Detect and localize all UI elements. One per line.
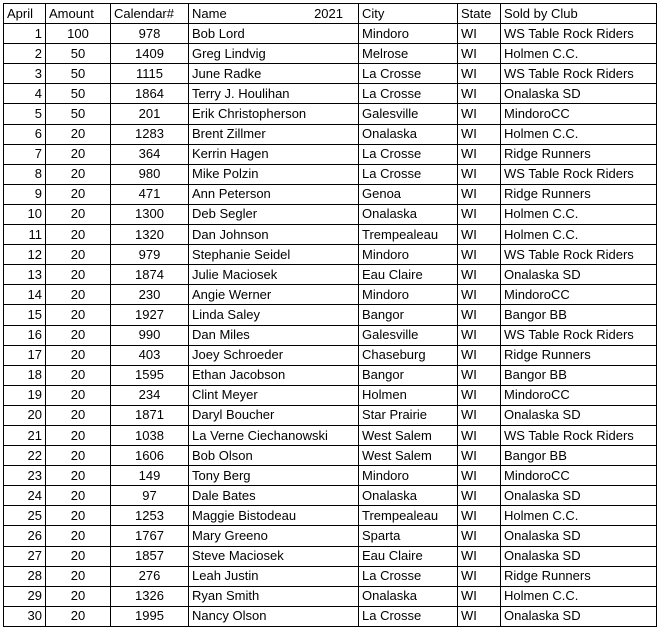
cell-amount: 20	[46, 546, 111, 566]
table-row	[4, 466, 657, 486]
cell-name: Bob Olson	[189, 446, 359, 466]
cell-name: Daryl Boucher	[189, 405, 359, 425]
cell-name: La Verne Ciechanowski	[189, 425, 359, 445]
cell-amount: 20	[46, 405, 111, 425]
cell-calendar: 979	[111, 245, 189, 265]
cell-club: Bangor BB	[501, 446, 657, 466]
table-row	[4, 225, 657, 245]
cell-club: Holmen C.C.	[501, 44, 657, 64]
cell-april: 9	[4, 184, 46, 204]
cell-club: WS Table Rock Riders	[501, 64, 657, 84]
table-row	[4, 526, 657, 546]
cell-state: WI	[458, 104, 501, 124]
cell-name: Erik Christopherson	[189, 104, 359, 124]
cell-amount: 20	[46, 526, 111, 546]
cell-name: Deb Segler	[189, 204, 359, 224]
cell-april: 12	[4, 245, 46, 265]
header-calendar: Calendar#	[111, 4, 189, 24]
cell-state: WI	[458, 44, 501, 64]
cell-state: WI	[458, 164, 501, 184]
cell-name: Ryan Smith	[189, 586, 359, 606]
cell-april: 4	[4, 84, 46, 104]
cell-calendar: 1409	[111, 44, 189, 64]
cell-name: Steve Maciosek	[189, 546, 359, 566]
cell-state: WI	[458, 225, 501, 245]
header-name	[189, 4, 359, 24]
cell-calendar: 1927	[111, 305, 189, 325]
cell-city: Mindoro	[359, 466, 458, 486]
table-row	[4, 365, 657, 385]
table-row	[4, 385, 657, 405]
cell-calendar: 201	[111, 104, 189, 124]
cell-city: Sparta	[359, 526, 458, 546]
table-row	[4, 506, 657, 526]
header-state: State	[458, 4, 501, 24]
cell-club: MindoroCC	[501, 285, 657, 305]
table-row	[4, 345, 657, 365]
cell-amount: 20	[46, 285, 111, 305]
cell-april: 26	[4, 526, 46, 546]
cell-city: Melrose	[359, 44, 458, 64]
cell-name: June Radke	[189, 64, 359, 84]
cell-city: Eau Claire	[359, 546, 458, 566]
cell-state: WI	[458, 285, 501, 305]
cell-club: Onalaska SD	[501, 526, 657, 546]
cell-april: 6	[4, 124, 46, 144]
cell-april: 17	[4, 345, 46, 365]
cell-calendar: 1606	[111, 446, 189, 466]
table-row	[4, 64, 657, 84]
cell-april: 1	[4, 24, 46, 44]
cell-club: MindoroCC	[501, 385, 657, 405]
cell-city: La Crosse	[359, 566, 458, 586]
cell-april: 10	[4, 204, 46, 224]
cell-amount: 50	[46, 44, 111, 64]
cell-club: WS Table Rock Riders	[501, 425, 657, 445]
header-april: April	[4, 4, 46, 24]
table-row	[4, 184, 657, 204]
cell-april: 13	[4, 265, 46, 285]
cell-amount: 20	[46, 184, 111, 204]
cell-amount: 20	[46, 365, 111, 385]
header-row	[4, 4, 657, 24]
cell-name: Greg Lindvig	[189, 44, 359, 64]
cell-club: Onalaska SD	[501, 486, 657, 506]
cell-name: Joey Schroeder	[189, 345, 359, 365]
cell-calendar: 1857	[111, 546, 189, 566]
cell-state: WI	[458, 204, 501, 224]
cell-club: Ridge Runners	[501, 184, 657, 204]
cell-club: Ridge Runners	[501, 144, 657, 164]
cell-april: 29	[4, 586, 46, 606]
cell-april: 5	[4, 104, 46, 124]
header-amount: Amount	[46, 4, 111, 24]
table-row	[4, 566, 657, 586]
cell-amount: 20	[46, 305, 111, 325]
cell-name: Brent Zillmer	[189, 124, 359, 144]
cell-city: La Crosse	[359, 144, 458, 164]
cell-name: Bob Lord	[189, 24, 359, 44]
cell-amount: 20	[46, 245, 111, 265]
table-row	[4, 586, 657, 606]
cell-city: La Crosse	[359, 164, 458, 184]
cell-name: Nancy Olson	[189, 606, 359, 626]
table-row	[4, 606, 657, 626]
cell-state: WI	[458, 84, 501, 104]
cell-name: Mary Greeno	[189, 526, 359, 546]
cell-state: WI	[458, 446, 501, 466]
cell-club: Onalaska SD	[501, 546, 657, 566]
cell-club: Ridge Runners	[501, 566, 657, 586]
cell-club: Holmen C.C.	[501, 124, 657, 144]
cell-amount: 20	[46, 124, 111, 144]
cell-club: MindoroCC	[501, 104, 657, 124]
cell-amount: 20	[46, 446, 111, 466]
cell-calendar: 230	[111, 285, 189, 305]
cell-state: WI	[458, 305, 501, 325]
cell-amount: 20	[46, 204, 111, 224]
cell-calendar: 234	[111, 385, 189, 405]
cell-april: 23	[4, 466, 46, 486]
cell-calendar: 97	[111, 486, 189, 506]
cell-club: Holmen C.C.	[501, 586, 657, 606]
cell-calendar: 1995	[111, 606, 189, 626]
winners-table	[3, 3, 657, 627]
table-row	[4, 164, 657, 184]
cell-calendar: 1871	[111, 405, 189, 425]
cell-amount: 50	[46, 104, 111, 124]
cell-club: Bangor BB	[501, 365, 657, 385]
cell-amount: 20	[46, 425, 111, 445]
cell-april: 25	[4, 506, 46, 526]
cell-city: La Crosse	[359, 64, 458, 84]
cell-calendar: 364	[111, 144, 189, 164]
cell-calendar: 978	[111, 24, 189, 44]
table-row	[4, 305, 657, 325]
cell-club: WS Table Rock Riders	[501, 325, 657, 345]
cell-amount: 20	[46, 566, 111, 586]
cell-name: Stephanie Seidel	[189, 245, 359, 265]
cell-april: 22	[4, 446, 46, 466]
table-row	[4, 204, 657, 224]
cell-state: WI	[458, 345, 501, 365]
cell-calendar: 1767	[111, 526, 189, 546]
cell-april: 20	[4, 405, 46, 425]
cell-name: Angie Werner	[189, 285, 359, 305]
cell-city: Onalaska	[359, 204, 458, 224]
cell-state: WI	[458, 184, 501, 204]
table-row	[4, 144, 657, 164]
cell-name: Julie Maciosek	[189, 265, 359, 285]
cell-state: WI	[458, 486, 501, 506]
cell-name: Maggie Bistodeau	[189, 506, 359, 526]
cell-calendar: 276	[111, 566, 189, 586]
cell-city: West Salem	[359, 425, 458, 445]
cell-city: La Crosse	[359, 606, 458, 626]
cell-state: WI	[458, 365, 501, 385]
cell-city: Trempealeau	[359, 506, 458, 526]
cell-city: Galesville	[359, 104, 458, 124]
cell-city: Chaseburg	[359, 345, 458, 365]
cell-club: WS Table Rock Riders	[501, 164, 657, 184]
cell-state: WI	[458, 405, 501, 425]
cell-amount: 20	[46, 466, 111, 486]
cell-amount: 20	[46, 506, 111, 526]
table-row	[4, 446, 657, 466]
cell-name: Dan Miles	[189, 325, 359, 345]
cell-state: WI	[458, 124, 501, 144]
cell-april: 15	[4, 305, 46, 325]
cell-calendar: 1864	[111, 84, 189, 104]
cell-club: Holmen C.C.	[501, 225, 657, 245]
cell-city: Mindoro	[359, 24, 458, 44]
cell-calendar: 990	[111, 325, 189, 345]
cell-calendar: 1326	[111, 586, 189, 606]
cell-calendar: 403	[111, 345, 189, 365]
cell-calendar: 980	[111, 164, 189, 184]
cell-amount: 100	[46, 24, 111, 44]
cell-city: Holmen	[359, 385, 458, 405]
cell-calendar: 1874	[111, 265, 189, 285]
cell-city: Star Prairie	[359, 405, 458, 425]
table-body	[4, 24, 657, 627]
header-name-label: Name	[192, 5, 227, 21]
table-row	[4, 84, 657, 104]
table-row	[4, 124, 657, 144]
cell-city: Bangor	[359, 305, 458, 325]
cell-city: Onalaska	[359, 124, 458, 144]
cell-april: 19	[4, 385, 46, 405]
cell-april: 7	[4, 144, 46, 164]
cell-calendar: 1253	[111, 506, 189, 526]
cell-city: Genoa	[359, 184, 458, 204]
cell-club: Bangor BB	[501, 305, 657, 325]
table-row	[4, 24, 657, 44]
cell-name: Tony Berg	[189, 466, 359, 486]
cell-amount: 20	[46, 486, 111, 506]
cell-april: 28	[4, 566, 46, 586]
table-row	[4, 425, 657, 445]
table-row	[4, 405, 657, 425]
cell-calendar: 149	[111, 466, 189, 486]
cell-amount: 20	[46, 345, 111, 365]
cell-amount: 50	[46, 84, 111, 104]
header-city: City	[359, 4, 458, 24]
cell-state: WI	[458, 385, 501, 405]
cell-state: WI	[458, 566, 501, 586]
cell-april: 14	[4, 285, 46, 305]
cell-name: Mike Polzin	[189, 164, 359, 184]
cell-name: Leah Justin	[189, 566, 359, 586]
table-row	[4, 44, 657, 64]
cell-state: WI	[458, 606, 501, 626]
cell-club: WS Table Rock Riders	[501, 245, 657, 265]
cell-amount: 20	[46, 164, 111, 184]
cell-club: WS Table Rock Riders	[501, 24, 657, 44]
cell-club: Onalaska SD	[501, 84, 657, 104]
header-year: 2021	[314, 5, 343, 21]
cell-club: Holmen C.C.	[501, 506, 657, 526]
cell-calendar: 1115	[111, 64, 189, 84]
cell-amount: 20	[46, 385, 111, 405]
table-row	[4, 104, 657, 124]
cell-club: Onalaska SD	[501, 405, 657, 425]
cell-amount: 20	[46, 225, 111, 245]
cell-city: West Salem	[359, 446, 458, 466]
cell-calendar: 1038	[111, 425, 189, 445]
cell-state: WI	[458, 325, 501, 345]
cell-name: Linda Saley	[189, 305, 359, 325]
cell-club: Onalaska SD	[501, 606, 657, 626]
cell-state: WI	[458, 144, 501, 164]
cell-april: 11	[4, 225, 46, 245]
cell-state: WI	[458, 245, 501, 265]
cell-state: WI	[458, 586, 501, 606]
cell-april: 27	[4, 546, 46, 566]
cell-club: MindoroCC	[501, 466, 657, 486]
cell-april: 21	[4, 425, 46, 445]
cell-city: Galesville	[359, 325, 458, 345]
cell-city: Trempealeau	[359, 225, 458, 245]
cell-state: WI	[458, 506, 501, 526]
cell-state: WI	[458, 425, 501, 445]
cell-april: 16	[4, 325, 46, 345]
cell-city: Mindoro	[359, 285, 458, 305]
cell-calendar: 1283	[111, 124, 189, 144]
table-row	[4, 486, 657, 506]
cell-april: 2	[4, 44, 46, 64]
cell-city: Bangor	[359, 365, 458, 385]
cell-amount: 20	[46, 586, 111, 606]
cell-state: WI	[458, 546, 501, 566]
cell-name: Clint Meyer	[189, 385, 359, 405]
cell-city: Onalaska	[359, 486, 458, 506]
cell-calendar: 1320	[111, 225, 189, 245]
cell-club: Onalaska SD	[501, 265, 657, 285]
cell-amount: 20	[46, 265, 111, 285]
cell-city: Onalaska	[359, 586, 458, 606]
table-row	[4, 546, 657, 566]
cell-amount: 20	[46, 325, 111, 345]
cell-name: Terry J. Houlihan	[189, 84, 359, 104]
cell-state: WI	[458, 24, 501, 44]
table-row	[4, 265, 657, 285]
cell-april: 24	[4, 486, 46, 506]
table-row	[4, 325, 657, 345]
table-row	[4, 285, 657, 305]
cell-calendar: 1595	[111, 365, 189, 385]
cell-state: WI	[458, 64, 501, 84]
cell-amount: 20	[46, 606, 111, 626]
cell-april: 3	[4, 64, 46, 84]
cell-april: 18	[4, 365, 46, 385]
cell-calendar: 471	[111, 184, 189, 204]
cell-state: WI	[458, 526, 501, 546]
cell-city: Mindoro	[359, 245, 458, 265]
cell-state: WI	[458, 466, 501, 486]
header-club: Sold by Club	[501, 4, 657, 24]
cell-name: Dale Bates	[189, 486, 359, 506]
cell-april: 30	[4, 606, 46, 626]
cell-city: Eau Claire	[359, 265, 458, 285]
cell-name: Kerrin Hagen	[189, 144, 359, 164]
cell-name: Ethan Jacobson	[189, 365, 359, 385]
table-row	[4, 245, 657, 265]
cell-state: WI	[458, 265, 501, 285]
cell-city: La Crosse	[359, 84, 458, 104]
cell-amount: 50	[46, 64, 111, 84]
cell-name: Ann Peterson	[189, 184, 359, 204]
cell-name: Dan Johnson	[189, 225, 359, 245]
cell-club: Holmen C.C.	[501, 204, 657, 224]
cell-amount: 20	[46, 144, 111, 164]
cell-april: 8	[4, 164, 46, 184]
cell-club: Ridge Runners	[501, 345, 657, 365]
cell-calendar: 1300	[111, 204, 189, 224]
